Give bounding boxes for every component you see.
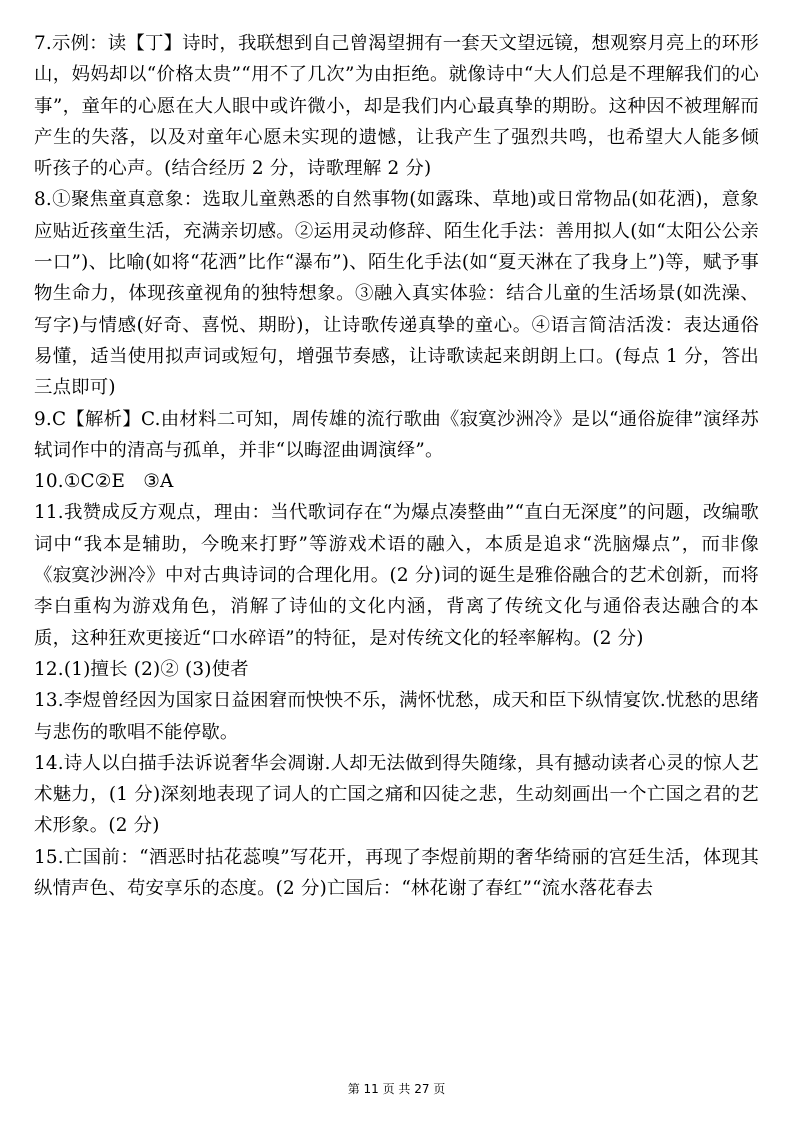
answer-7: 7.示例：读【丁】诗时，我联想到自己曾渴望拥有一套天文望远镜，想观察月亮上的环形山，妈妈却以“价格太贵”“用不了几次”为由拒绝。就像诗中“大人们总是不理解我们的心事”，童年的心愿在大人眼中或许微小，却是我们内心最真挚的期盼。这种因不被理解而产生的失落，以及对童年心愿未实现的遗憾，让我产生了强烈共鸣，也希望大人能多倾听孩子的心声。(结合经历 2 分，诗歌理解 2 分) [34,33,759,180]
answer-11: 11.我赞成反方观点，理由：当代歌词存在“为爆点凑整曲”“直白无深度”的问题，改编歌词中“我本是辅助，今晚来打野”等游戏术语的融入，本质是追求“洗脑爆点”，而非像《寂寞沙洲冷》中对古典诗词的合理化用。(2 分)词的诞生是雅俗融合的艺术创新，而将李白重构为游戏角色，消解了诗仙的文化内涵，背离了传统文化与通俗表达融合的本质，这种狂欢更接近“口水碎语”的特征，是对传统文化的轻率解构。(2 分) [34,502,759,649]
answer-content [34,28,759,904]
answer-12: 12.(1)擅长 (2)② (3)使者 [34,658,249,680]
page-footer: 第 11 页 共 27 页 [347,1082,446,1096]
answer-10: 10.①C②E ③A [34,471,174,493]
answer-9: 9.C【解析】C.由材料二可知，周传雄的流行歌曲《寂寞沙洲冷》是以“通俗旋律”演绎苏轼词作中的清高与孤单，并非“以晦涩曲调演绎”。 [34,408,759,461]
answer-13: 13.李煜曾经因为国家日益困窘而怏怏不乐，满怀忧愁，成天和臣下纵情宴饮.忧愁的思绪与悲伤的歌唱不能停歇。 [34,690,759,743]
answer-8: 8.①聚焦童真意象：选取儿童熟悉的自然事物(如露珠、草地)或日常物品(如花洒)，意象应贴近孩童生活，充满亲切感。②运用灵动修辞、陌生化手法：善用拟人(如“太阳公公亲一口”)、比喻(如将“花洒”比作“瀑布”)、陌生化手法(如“夏天淋在了我身上”)等，赋予事物生命力，体现孩童视角的独特想象。③融入真实体验：结合儿童的生活场景(如洗澡、写字)与情感(好奇、喜悦、期盼)，让诗歌传递真挚的童心。④语言简洁活泼：表达通俗易懂，适当使用拟声词或短句，增强节奏感，让诗歌读起来朗朗上口。(每点 1 分，答出三点即可) [34,189,759,399]
answer-15: 15.亡国前：“酒恶时拈花蕊嗅”写花开，再现了李煜前期的奢华绮丽的宫廷生活，体现其纵情声色、苟安享乐的态度。(2 分)亡国后：“林花谢了春红”“流水落花春去 [34,846,759,900]
answer-14: 14.诗人以白描手法诉说奢华会凋谢.人却无法做到得失随缘，具有撼动读者心灵的惊人艺术魅力，(1 分)深刻地表现了词人的亡国之痛和囚徒之悲，生动刻画出一个亡国之君的艺术形象。(2 分) [34,752,759,837]
